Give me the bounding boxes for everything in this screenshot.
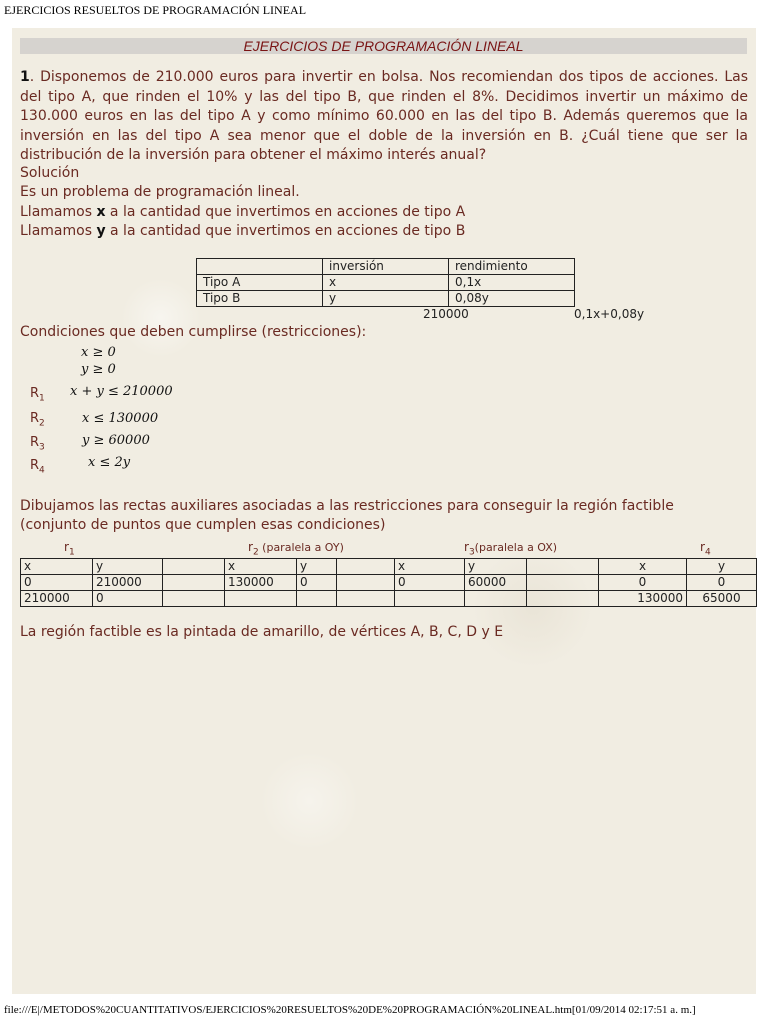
line-label-sub: 3: [468, 547, 475, 558]
table-cell: 0: [21, 575, 93, 591]
table-cell: [297, 591, 337, 607]
line-label-text: r: [700, 540, 705, 554]
line-label-sub: 1: [68, 547, 75, 558]
table-cell: 130000: [225, 575, 297, 591]
auxiliary-intro-line2: (conjunto de puntos que cumplen esas condiciones): [20, 517, 386, 533]
table-header-cell: rendimiento: [449, 259, 575, 275]
constraint-r2: x ≤ 130000: [82, 411, 159, 426]
variable-y: y: [96, 223, 106, 239]
constraint-label-text: R: [30, 386, 40, 401]
constraints-intro: Condiciones que deben cumplirse (restricciones):: [20, 324, 367, 340]
line-label-sub: 2: [252, 547, 259, 558]
table-cell: 60000: [465, 575, 527, 591]
total-return: 0,1x+0,08y: [574, 307, 645, 321]
problem-text: . Disponemos de 210.000 euros para invertir en bolsa. Nos recomiendan dos tipos de acciones. Las del tipo A, que rinden el 10% y las del tipo B, que rinden el 8%. Decidimos invertir un máximo de 130.000 euros en las del tipo A y como mínimo 60.000 en las del tipo B. Además queremos que la inversión en las del tipo A sea menor que el doble de la inversión en B. ¿Cuál tiene que ser la distribución de la inversión para obtener el máximo interés anual?: [20, 69, 748, 163]
table-cell: [527, 559, 599, 575]
table-cell: Tipo A: [197, 275, 323, 291]
line-label-text: r: [248, 540, 253, 554]
constraint-label-text: R: [30, 411, 40, 426]
constraint-x-nonneg: x ≥ 0: [81, 345, 116, 360]
auxiliary-intro-line1: Dibujamos las rectas auxiliares asociadas a las restricciones para conseguir la región factible: [20, 498, 674, 514]
table-cell: 65000: [687, 591, 757, 607]
table-cell: [527, 591, 599, 607]
line-label-sub: 4: [704, 547, 711, 558]
table-cell: 0,1x: [449, 275, 575, 291]
constraint-label-sub: 2: [39, 418, 45, 429]
table-cell: y: [323, 291, 449, 307]
line-label-text: r: [464, 540, 469, 554]
table-cell: [163, 575, 225, 591]
table-header-row: [197, 259, 575, 275]
constraint-r3: y ≥ 60000: [82, 433, 150, 448]
constraint-label-sub: 4: [39, 465, 45, 476]
table-cell: [527, 575, 599, 591]
table-cell: 0: [687, 575, 757, 591]
table-cell: 0,08y: [449, 291, 575, 307]
line-label-r4: [700, 540, 711, 557]
variable-y-prefix: Llamamos: [20, 223, 97, 239]
page-title: EJERCICIOS DE PROGRAMACIÓN LINEAL: [20, 38, 747, 54]
constraint-label-text: R: [30, 435, 40, 450]
feasible-region-text: La región factible es la pintada de amarillo, de vértices A, B, C, D y E: [20, 624, 504, 640]
table-cell: [395, 591, 465, 607]
table-cell: x: [599, 559, 687, 575]
variable-x-prefix: Llamamos: [20, 204, 97, 220]
problem-number: 1: [20, 69, 30, 85]
constraint-r1: x + y ≤ 210000: [70, 384, 173, 399]
document-footer-path: file:///E|/METODOS%20CUANTITATIVOS/EJERCICIOS%20RESUELTOS%20DE%20PROGRAMACIÓN%20LINEAL.htm[01/09/2014 02:17:51 a. m.]: [4, 1004, 696, 1016]
table-cell: 210000: [21, 591, 93, 607]
document-header-title: EJERCICIOS RESUELTOS DE PROGRAMACIÓN LINEAL: [4, 3, 307, 17]
table-cell: x: [323, 275, 449, 291]
table-cell: x: [225, 559, 297, 575]
table-cell: y: [687, 559, 757, 575]
table-cell: 210000: [93, 575, 163, 591]
line-label-note: (paralela a OX): [474, 541, 558, 554]
problem-statement: [20, 68, 748, 166]
table-cell: 130000: [599, 591, 687, 607]
table-row: [21, 575, 757, 591]
constraint-label-r4: [30, 458, 45, 476]
table-cell: 0: [395, 575, 465, 591]
constraint-label-sub: 1: [39, 393, 45, 404]
variable-y-definition: [20, 223, 465, 239]
table-cell: x: [395, 559, 465, 575]
table-cell: y: [297, 559, 337, 575]
table-row: [21, 559, 757, 575]
table-cell: x: [21, 559, 93, 575]
table-cell: y: [93, 559, 163, 575]
table-header-cell: inversión: [323, 259, 449, 275]
table-row: [197, 291, 575, 307]
table-cell: [163, 559, 225, 575]
solution-label: Solución: [20, 165, 80, 181]
line-label-r3: [464, 540, 557, 557]
investment-table: [196, 258, 575, 307]
table-cell: [337, 575, 395, 591]
constraint-label-r3: [30, 435, 45, 453]
line-label-text: r: [64, 540, 69, 554]
table-row: [197, 275, 575, 291]
solution-intro: Es un problema de programación lineal.: [20, 184, 300, 200]
table-cell: [465, 591, 527, 607]
line-label-r1: [64, 540, 75, 557]
line-label-note: (paralela a OY): [258, 541, 344, 554]
constraint-y-nonneg: y ≥ 0: [81, 362, 116, 377]
table-header-cell: [197, 259, 323, 275]
auxiliary-lines-table: [20, 558, 757, 607]
constraint-r4: x ≤ 2y: [88, 455, 131, 470]
constraint-label-r2: [30, 411, 45, 429]
variable-x-suffix: a la cantidad que invertimos en acciones de tipo A: [105, 204, 466, 220]
variable-y-suffix: a la cantidad que invertimos en acciones de tipo B: [105, 223, 466, 239]
table-cell: y: [465, 559, 527, 575]
table-row: [21, 591, 757, 607]
table-cell: [163, 591, 225, 607]
variable-x-definition: [20, 204, 465, 220]
table-cell: 0: [599, 575, 687, 591]
constraint-label-text: R: [30, 458, 40, 473]
table-cell: 0: [297, 575, 337, 591]
table-cell: [337, 559, 395, 575]
table-cell: 0: [93, 591, 163, 607]
variable-x: x: [96, 204, 106, 220]
constraint-label-r1: [30, 386, 45, 404]
line-label-r2: [248, 540, 344, 557]
table-cell: [225, 591, 297, 607]
total-investment: 210000: [423, 307, 469, 321]
constraint-label-sub: 3: [39, 442, 45, 453]
table-cell: Tipo B: [197, 291, 323, 307]
table-cell: [337, 591, 395, 607]
